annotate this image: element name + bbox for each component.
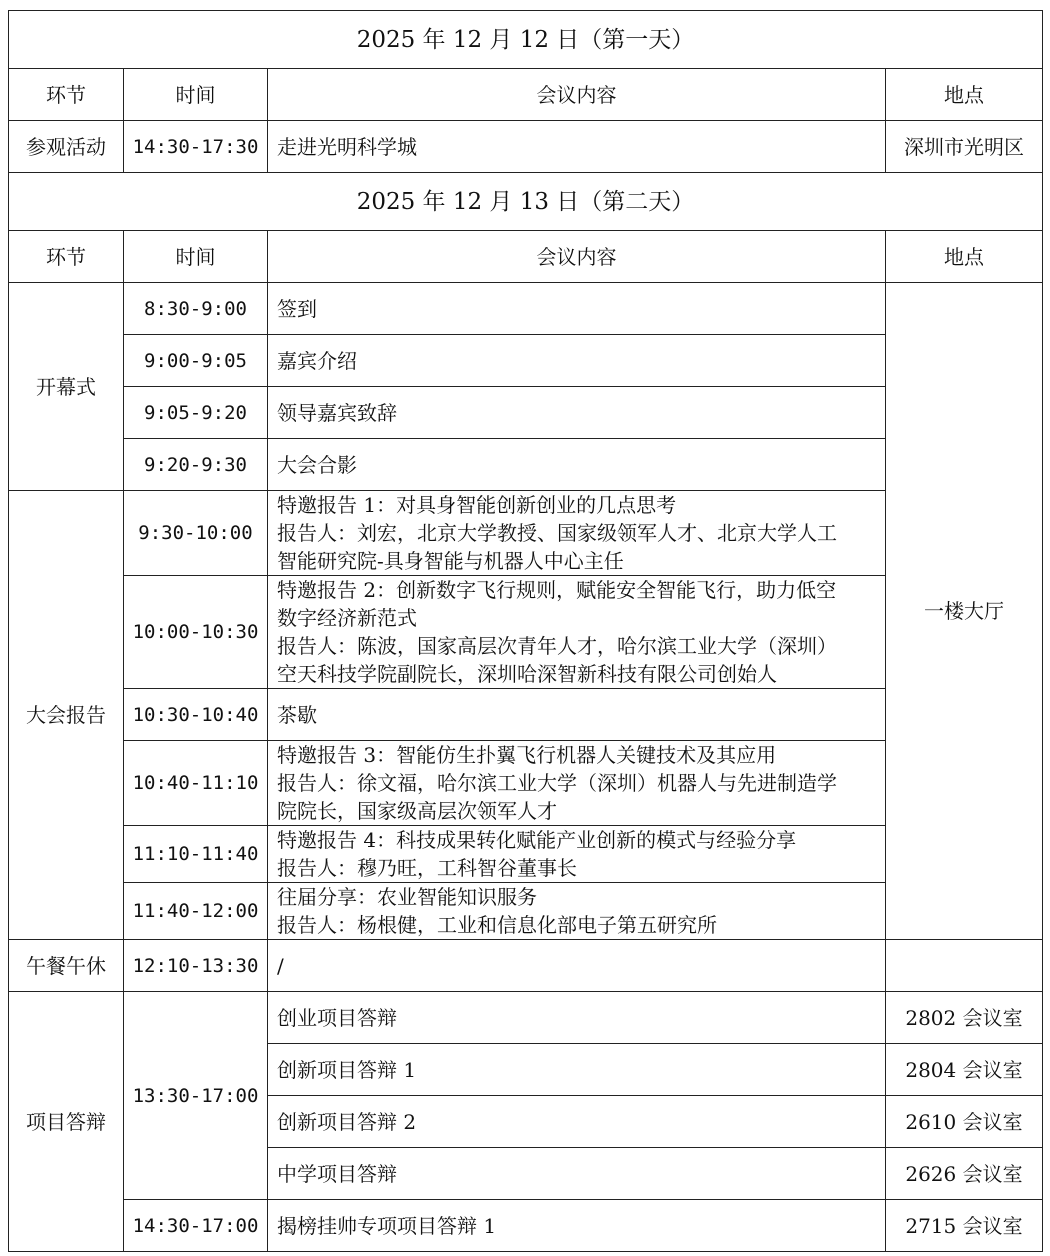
content-cell: 走进光明科学城 — [268, 121, 886, 173]
location-cell: 2626 会议室 — [886, 1148, 1043, 1200]
table-row — [9, 283, 1043, 335]
time-cell: 8:30-9:00 — [124, 283, 268, 335]
content-cell — [268, 826, 886, 883]
content-cell: 创新项目答辩 1 — [268, 1044, 886, 1096]
content-line: 空天科技学院副院长，深圳哈深智新科技有限公司创始人 — [277, 662, 777, 686]
table-row — [9, 992, 1043, 1044]
content-cell — [268, 883, 886, 940]
time-cell: 11:10-11:40 — [124, 826, 268, 883]
content-cell: 揭榜挂帅专项项目答辩 1 — [268, 1200, 886, 1252]
content-line: 院院长，国家级高层次领军人才 — [277, 799, 557, 823]
session-cell-reports: 大会报告 — [9, 491, 124, 940]
day2-title: 2025 年 12 月 13 日（第二天） — [9, 173, 1043, 231]
time-cell: 11:40-12:00 — [124, 883, 268, 940]
content-line: 智能研究院-具身智能与机器人中心主任 — [277, 549, 624, 573]
content-line: 报告人：徐文福，哈尔滨工业大学（深圳）机器人与先进制造学 — [277, 771, 837, 795]
location-cell: 2715 会议室 — [886, 1200, 1043, 1252]
content-line: 报告人：刘宏，北京大学教授、国家级领军人才、北京大学人工 — [277, 521, 837, 545]
table-row — [9, 121, 1043, 173]
time-cell: 10:00-10:30 — [124, 576, 268, 689]
content-cell — [268, 576, 886, 689]
location-cell: 2610 会议室 — [886, 1096, 1043, 1148]
content-line: 大会合影 — [277, 452, 357, 477]
header-content: 会议内容 — [268, 69, 886, 121]
content-line: 报告人：杨根健，工业和信息化部电子第五研究所 — [277, 913, 717, 937]
content-cell: / — [268, 940, 886, 992]
table-row — [9, 1200, 1043, 1252]
content-cell — [268, 491, 886, 576]
session-cell-opening: 开幕式 — [9, 283, 124, 491]
content-cell — [268, 439, 886, 491]
content-line: 签到 — [277, 296, 317, 321]
content-cell — [268, 741, 886, 826]
content-line: 特邀报告 3：智能仿生扑翼飞行机器人关键技术及其应用 — [277, 743, 777, 767]
time-cell: 9:00-9:05 — [124, 335, 268, 387]
time-cell: 9:20-9:30 — [124, 439, 268, 491]
content-cell: 创业项目答辩 — [268, 992, 886, 1044]
header-location: 地点 — [886, 231, 1043, 283]
content-line: 往届分享：农业智能知识服务 — [277, 885, 537, 909]
content-line: 特邀报告 1：对具身智能创新创业的几点思考 — [277, 493, 677, 517]
content-cell: 中学项目答辩 — [268, 1148, 886, 1200]
session-cell: 参观活动 — [9, 121, 124, 173]
day2-header-row — [9, 231, 1043, 283]
time-cell: 12:10-13:30 — [124, 940, 268, 992]
header-location: 地点 — [886, 69, 1043, 121]
day1-header-row — [9, 69, 1043, 121]
time-cell: 9:05-9:20 — [124, 387, 268, 439]
location-cell: 2804 会议室 — [886, 1044, 1043, 1096]
content-line: 领导嘉宾致辞 — [277, 400, 397, 425]
location-cell: 深圳市光明区 — [886, 121, 1043, 173]
content-cell — [268, 335, 886, 387]
header-session: 环节 — [9, 231, 124, 283]
header-session: 环节 — [9, 69, 124, 121]
time-cell: 10:40-11:10 — [124, 741, 268, 826]
table-row — [9, 940, 1043, 992]
header-content: 会议内容 — [268, 231, 886, 283]
content-cell — [268, 387, 886, 439]
content-cell — [268, 689, 886, 741]
header-time: 时间 — [124, 69, 268, 121]
session-cell-defense: 项目答辩 — [9, 992, 124, 1252]
time-cell: 14:30-17:00 — [124, 1200, 268, 1252]
content-cell: 创新项目答辩 2 — [268, 1096, 886, 1148]
content-cell — [268, 283, 886, 335]
content-line: 报告人：穆乃旺，工科智谷董事长 — [277, 856, 577, 880]
time-cell: 13:30-17:00 — [124, 992, 268, 1200]
time-cell: 14:30-17:30 — [124, 121, 268, 173]
session-cell-lunch: 午餐午休 — [9, 940, 124, 992]
content-line: 茶歇 — [277, 702, 317, 727]
location-cell-hall: 一楼大厅 — [886, 283, 1043, 940]
content-line: 数字经济新范式 — [277, 606, 417, 630]
content-line: 嘉宾介绍 — [277, 348, 357, 373]
time-cell: 9:30-10:00 — [124, 491, 268, 576]
content-line: 报告人：陈波，国家高层次青年人才，哈尔滨工业大学（深圳） — [277, 634, 837, 658]
day1-title: 2025 年 12 月 12 日（第一天） — [9, 11, 1043, 69]
time-cell: 10:30-10:40 — [124, 689, 268, 741]
content-line: 特邀报告 2：创新数字飞行规则，赋能安全智能飞行，助力低空 — [277, 578, 837, 602]
location-cell — [886, 940, 1043, 992]
header-time: 时间 — [124, 231, 268, 283]
location-cell: 2802 会议室 — [886, 992, 1043, 1044]
conference-schedule-table — [8, 10, 1043, 1252]
content-line: 特邀报告 4：科技成果转化赋能产业创新的模式与经验分享 — [277, 828, 797, 852]
